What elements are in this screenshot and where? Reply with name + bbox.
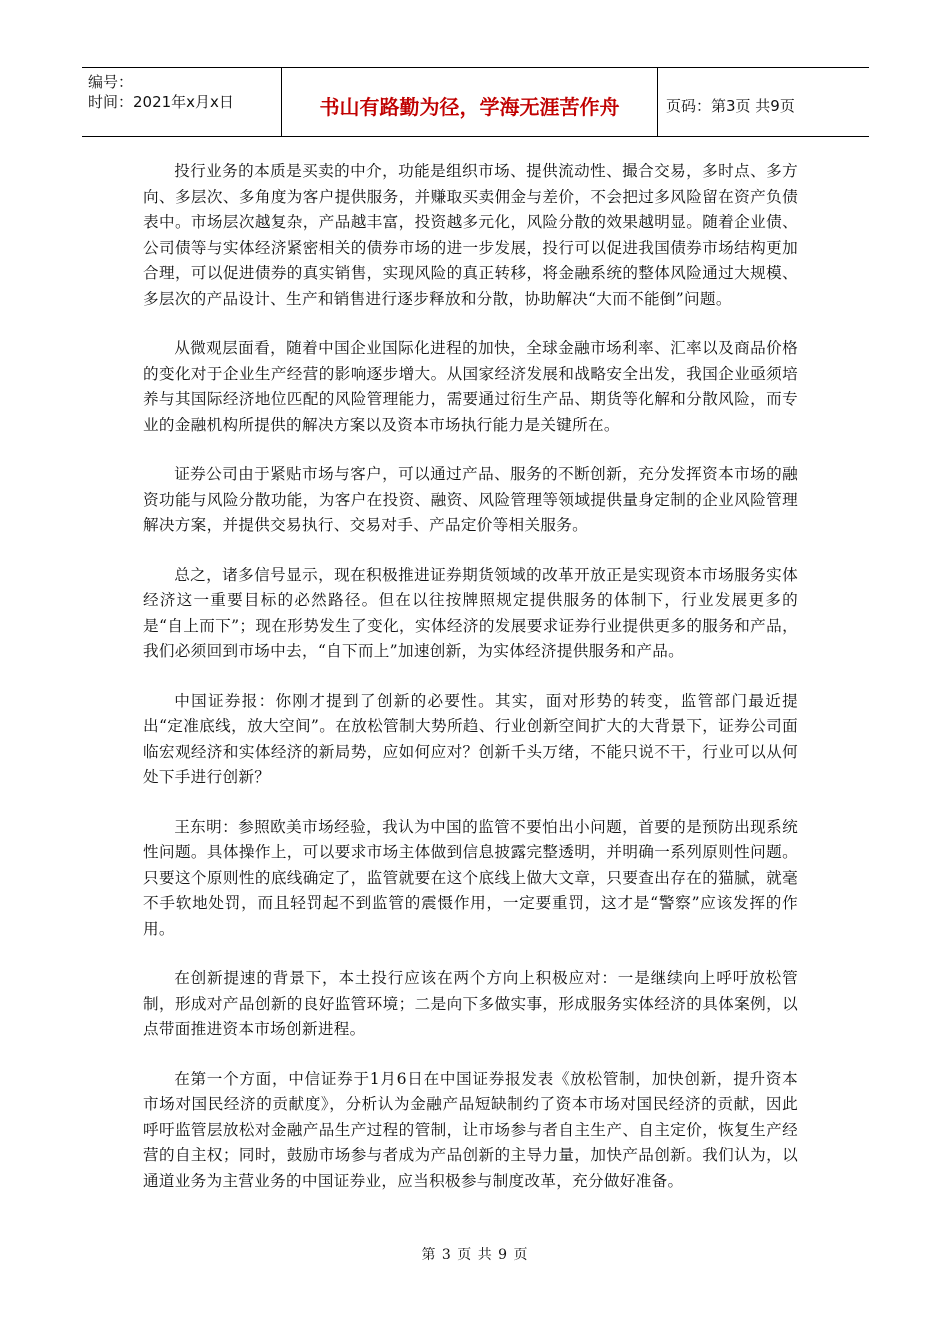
paragraph: 中国证券报：你刚才提到了创新的必要性。其实，面对形势的转变，监管部门最近提出“定准底线，放大空间”。在放松管制大势所趋、行业创新空间扩大的大背景下，证券公司面临宏观经济和实体经济的新局势，应如何应对？创新千头万绪，不能只说不干，行业可以从何处下手进行创新？	[143, 691, 798, 786]
paragraph: 投行业务的本质是买卖的中介，功能是组织市场、提供流动性、撮合交易，多时点、多方向、多层次、多角度为客户提供服务，并赚取买卖佣金与差价，不会把过多风险留在资产负债表中。市场层次越复杂，产品越丰富，投资越多元化，风险分散的效果越明显。随着企业债、公司债等与实体经济紧密相关的债券市场的进一步发展，投行可以促进我国债券市场结构更加合理，可以促进债券的真实销售，实现风险的真正转移，将金融系统的整体风险通过大规模、多层次的产品设计、生产和销售进行逐步释放和分散，协助解决“大而不能倒”问题。	[143, 162, 798, 308]
document-body	[143, 159, 798, 1218]
header-info-cell	[82, 68, 282, 136]
paragraph: 在创新提速的背景下，本土投行应该在两个方向上积极应对：一是继续向上呼吁放松管制，形成对产品创新的良好监管环境；二是向下多做实事，形成服务实体经济的具体案例，以点带面推进资本市场创新进程。	[143, 969, 798, 1038]
page-footer: 第 3 页 共 9 页	[421, 1247, 529, 1263]
paragraph: 证券公司由于紧贴市场与客户，可以通过产品、服务的不断创新，充分发挥资本市场的融资功能与风险分散功能，为客户在投资、融资、风险管理等领域提供量身定制的企业风险管理解决方案，并提供交易执行、交易对手、产品定价等相关服务。	[143, 465, 798, 534]
header-motto: 书山有路勤为径，学海无涯苦作舟	[282, 68, 658, 136]
paragraph: 总之，诸多信号显示，现在积极推进证券期货领域的改革开放正是实现资本市场服务实体经济这一重要目标的必然路径。但在以往按牌照规定提供服务的体制下，行业发展更多的是“自上而下”；现在形势发生了变化，实体经济的发展要求证券行业提供更多的服务和产品，我们必须回到市场中去，“自下而上”加速创新，为实体经济提供服务和产品。	[143, 565, 798, 660]
page-header	[82, 67, 869, 137]
header-page-label: 页码：第3页 共9页	[666, 96, 795, 115]
date-label: 时间：2021年x月x日	[88, 93, 234, 111]
number-label: 编号：	[88, 73, 134, 91]
paragraph: 在第一个方面，中信证券于1月6日在中国证券报发表《放松管制，加快创新，提升资本市场对国民经济的贡献度》，分析认为金融产品短缺制约了资本市场对国民经济的贡献，因此呼吁监管层放松对金融产品生产过程的管制，让市场参与者自主生产、自主定价，恢复生产经营的自主权；同时，鼓励市场参与者成为产品创新的主导力量，加快产品创新。我们认为，以通道业务为主营业务的中国证券业，应当积极参与制度改革，充分做好准备。	[143, 1069, 798, 1190]
paragraph: 从微观层面看，随着中国企业国际化进程的加快，全球金融市场利率、汇率以及商品价格的变化对于企业生产经营的影响逐步增大。从国家经济发展和战略安全出发，我国企业亟须培养与其国际经济地位匹配的风险管理能力，需要通过衍生产品、期货等化解和分散风险，而专业的金融机构所提供的解决方案以及资本市场执行能力是关键所在。	[143, 339, 798, 434]
paragraph: 王东明：参照欧美市场经验，我认为中国的监管不要怕出小问题，首要的是预防出现系统性问题。具体操作上，可以要求市场主体做到信息披露完整透明，并明确一系列原则性问题。只要这个原则性的底线确定了，监管就要在这个底线上做大文章，只要查出存在的猫腻，就毫不手软地处罚，而且轻罚起不到监管的震慑作用，一定要重罚，这才是“警察”应该发挥的作用。	[143, 817, 798, 938]
